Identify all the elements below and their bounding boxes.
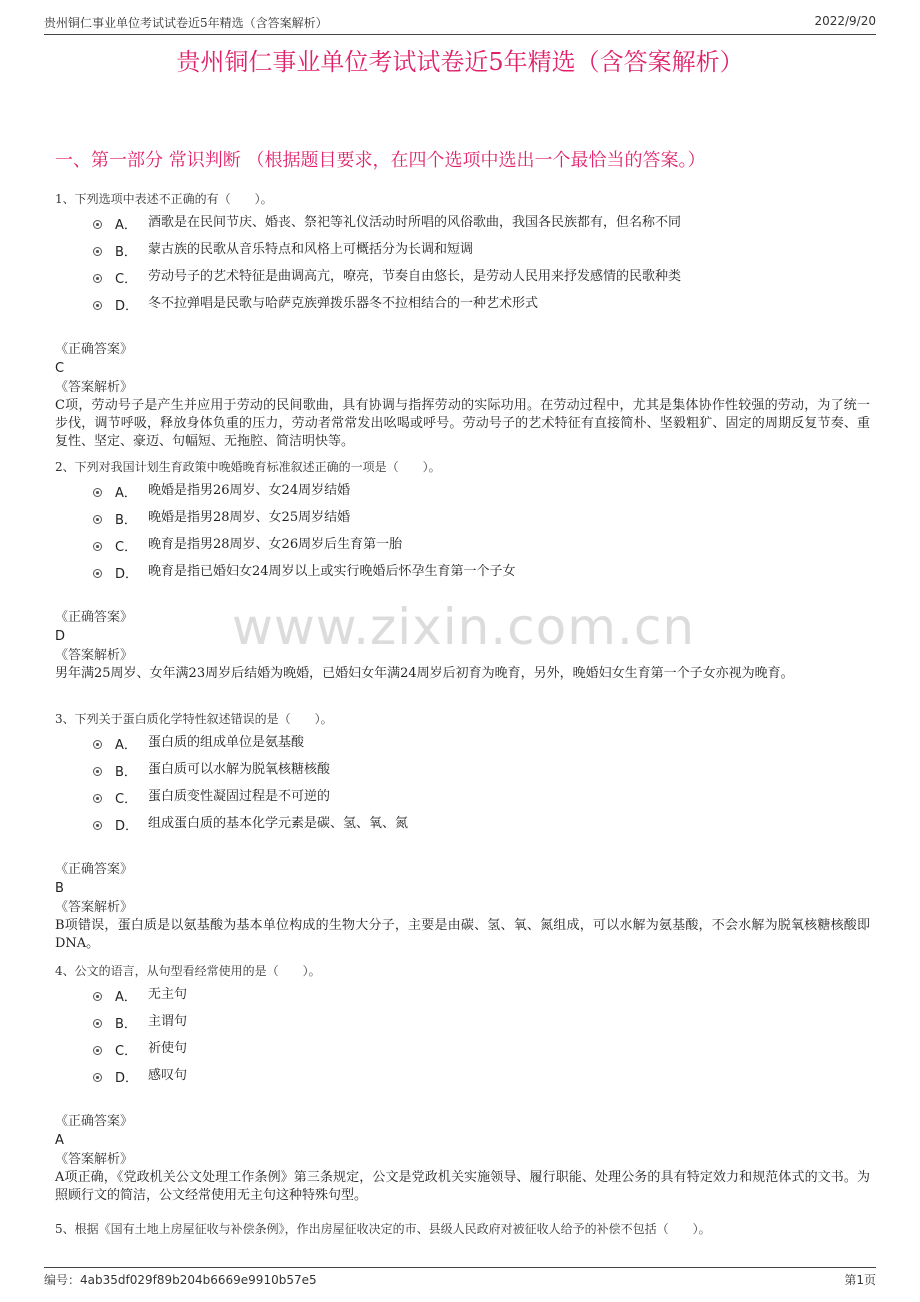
option-text: 晚婚是指男28周岁、女25周岁结婚 — [148, 510, 351, 525]
option-letter: B． — [115, 1017, 137, 1032]
header-date: 2022/9/20 — [814, 14, 876, 28]
option-letter: B． — [115, 245, 137, 260]
analysis-label: 《答案解析》 — [55, 380, 134, 395]
option-text: 蛋白质变性凝固过程是不可逆的 — [148, 789, 331, 804]
watermark: www.zixin.com.cn — [232, 598, 696, 656]
option-a[interactable] — [55, 212, 870, 239]
option-text: 无主句 — [148, 987, 188, 1002]
radio-icon[interactable] — [93, 542, 102, 551]
document-title: 贵州铜仁事业单位考试试卷近5年精选（含答案解析） — [176, 48, 744, 76]
radio-icon[interactable] — [93, 274, 102, 283]
option-d[interactable] — [55, 813, 870, 840]
option-c[interactable] — [55, 1038, 870, 1065]
option-letter: B． — [115, 765, 137, 780]
option-letter: A． — [115, 218, 137, 233]
option-b[interactable] — [55, 1011, 870, 1038]
option-d[interactable] — [55, 1065, 870, 1092]
radio-icon[interactable] — [93, 1046, 102, 1055]
radio-icon[interactable] — [93, 821, 102, 830]
option-c[interactable] — [55, 266, 870, 293]
question-3 — [55, 710, 870, 953]
correct-answer-label: 《正确答案》 — [55, 1114, 134, 1129]
option-letter: C． — [115, 1044, 138, 1059]
option-text: 感叹句 — [148, 1068, 188, 1083]
radio-icon[interactable] — [93, 569, 102, 578]
option-text: 晚育是指已婚妇女24周岁以上或实行晚婚后怀孕生育第一个子女 — [148, 564, 516, 579]
option-text: 蒙古族的民歌从音乐特点和风格上可概括分为长调和短调 — [148, 242, 474, 257]
correct-answer-label: 《正确答案》 — [55, 862, 134, 877]
radio-icon[interactable] — [93, 767, 102, 776]
question-stem: 4、公文的语言，从句型看经常使用的是（ ）。 — [55, 964, 321, 978]
analysis-text: A项正确，《党政机关公文处理工作条例》第三条规定，公文是党政机关实施领导、履行职能、处理公务的具有特定效力和规范体式的文书。为照顾行文的简洁，公文经常使用无主句这种特殊句型。 — [55, 1170, 870, 1203]
correct-answer-label: 《正确答案》 — [55, 610, 134, 625]
correct-answer-value: C — [55, 361, 65, 376]
page-footer — [44, 1267, 876, 1291]
option-letter: D． — [115, 299, 139, 314]
page-header — [44, 14, 876, 35]
header-doc-title: 贵州铜仁事业单位考试试卷近5年精选（含答案解析） — [44, 16, 328, 30]
option-text: 蛋白质可以水解为脱氧核糖核酸 — [148, 762, 331, 777]
question-stem: 5、根据《国有土地上房屋征收与补偿条例》，作出房屋征收决定的市、县级人民政府对被征收人给予的补偿不包括（ ）。 — [55, 1222, 711, 1236]
option-letter: B． — [115, 513, 137, 528]
option-letter: A． — [115, 486, 137, 501]
option-letter: D． — [115, 567, 139, 582]
option-text: 祈使句 — [148, 1041, 188, 1056]
radio-icon[interactable] — [93, 515, 102, 524]
option-text: 组成蛋白质的基本化学元素是碳、氢、氧、氮 — [148, 816, 409, 831]
option-text: 晚婚是指男26周岁、女24周岁结婚 — [148, 483, 351, 498]
option-letter: C． — [115, 792, 138, 807]
option-a[interactable] — [55, 984, 870, 1011]
radio-icon[interactable] — [93, 794, 102, 803]
analysis-text: 男年满25周岁、女年满23周岁后结婚为晚婚，已婚妇女年满24周岁后初育为晚育，另外，晚婚妇女生育第一个子女亦视为晚育。 — [55, 666, 794, 681]
analysis-text: B项错误，蛋白质是以氨基酸为基本单位构成的生物大分子，主要是由碳、氢、氧、氮组成，可以水解为氨基酸，不会水解为脱氧核糖核酸即DNA。 — [55, 918, 870, 951]
analysis-text: C项，劳动号子是产生并应用于劳动的民间歌曲，具有协调与指挥劳动的实际功用。在劳动过程中，尤其是集体协作性较强的劳动，为了统一步伐，调节呼吸，释放身体负重的压力，劳动者常常发出吆喝或呼号。劳动号子的艺术特征有直接简朴、坚毅粗犷、固定的周期反复节奏、重复性、坚定、豪迈、句幅短、无拖腔、简洁明快等。 — [55, 398, 870, 449]
question-stem: 3、下列关于蛋白质化学特性叙述错误的是（ ）。 — [55, 712, 333, 726]
analysis-label: 《答案解析》 — [55, 648, 134, 663]
footer-serial: 编号：4ab35df029f89b204b6669e9910b57e5 — [44, 1273, 317, 1287]
option-letter: C． — [115, 272, 138, 287]
option-letter: D． — [115, 1071, 139, 1086]
correct-answer-value: A — [55, 1133, 64, 1148]
option-text: 晚育是指男28周岁、女26周岁后生育第一胎 — [148, 537, 403, 552]
option-b[interactable] — [55, 239, 870, 266]
option-d[interactable] — [55, 293, 870, 320]
option-a[interactable] — [55, 732, 870, 759]
question-stem: 1、下列选项中表述不正确的有（ ）。 — [55, 192, 273, 206]
analysis-label: 《答案解析》 — [55, 900, 134, 915]
correct-answer-value: D — [55, 629, 66, 644]
radio-icon[interactable] — [93, 1073, 102, 1082]
question-stem: 2、下列对我国计划生育政策中晚婚晚育标准叙述正确的一项是（ ）。 — [55, 460, 441, 474]
correct-answer-value: B — [55, 881, 64, 896]
radio-icon[interactable] — [93, 992, 102, 1001]
radio-icon[interactable] — [93, 220, 102, 229]
option-text: 蛋白质的组成单位是氨基酸 — [148, 735, 305, 750]
question-1 — [55, 190, 870, 451]
option-text: 冬不拉弹唱是民歌与哈萨克族弹拨乐器冬不拉相结合的一种艺术形式 — [148, 296, 539, 311]
footer-page-number: 第1页 — [844, 1273, 876, 1287]
option-text: 劳动号子的艺术特征是曲调高亢，嘹亮，节奏自由悠长，是劳动人民用来抒发感情的民歌种类 — [148, 269, 682, 284]
radio-icon[interactable] — [93, 301, 102, 310]
option-letter: C． — [115, 540, 138, 555]
option-b[interactable] — [55, 759, 870, 786]
correct-answer-label: 《正确答案》 — [55, 342, 134, 357]
option-text: 酒歌是在民间节庆、婚丧、祭祀等礼仪活动时所唱的风俗歌曲，我国各民族都有，但名称不同 — [148, 215, 682, 230]
option-letter: D． — [115, 819, 139, 834]
radio-icon[interactable] — [93, 740, 102, 749]
radio-icon[interactable] — [93, 247, 102, 256]
option-letter: A． — [115, 990, 137, 1005]
option-d[interactable] — [55, 561, 870, 588]
option-a[interactable] — [55, 480, 870, 507]
option-b[interactable] — [55, 507, 870, 534]
option-c[interactable] — [55, 534, 870, 561]
section-heading: 一、第一部分 常识判断 （根据题目要求，在四个选项中选出一个最恰当的答案。） — [55, 150, 706, 171]
question-4 — [55, 962, 870, 1205]
question-5 — [55, 1220, 870, 1238]
question-2 — [55, 458, 870, 683]
option-c[interactable] — [55, 786, 870, 813]
option-text: 主谓句 — [148, 1014, 188, 1029]
radio-icon[interactable] — [93, 1019, 102, 1028]
analysis-label: 《答案解析》 — [55, 1152, 134, 1167]
radio-icon[interactable] — [93, 488, 102, 497]
option-letter: A． — [115, 738, 137, 753]
